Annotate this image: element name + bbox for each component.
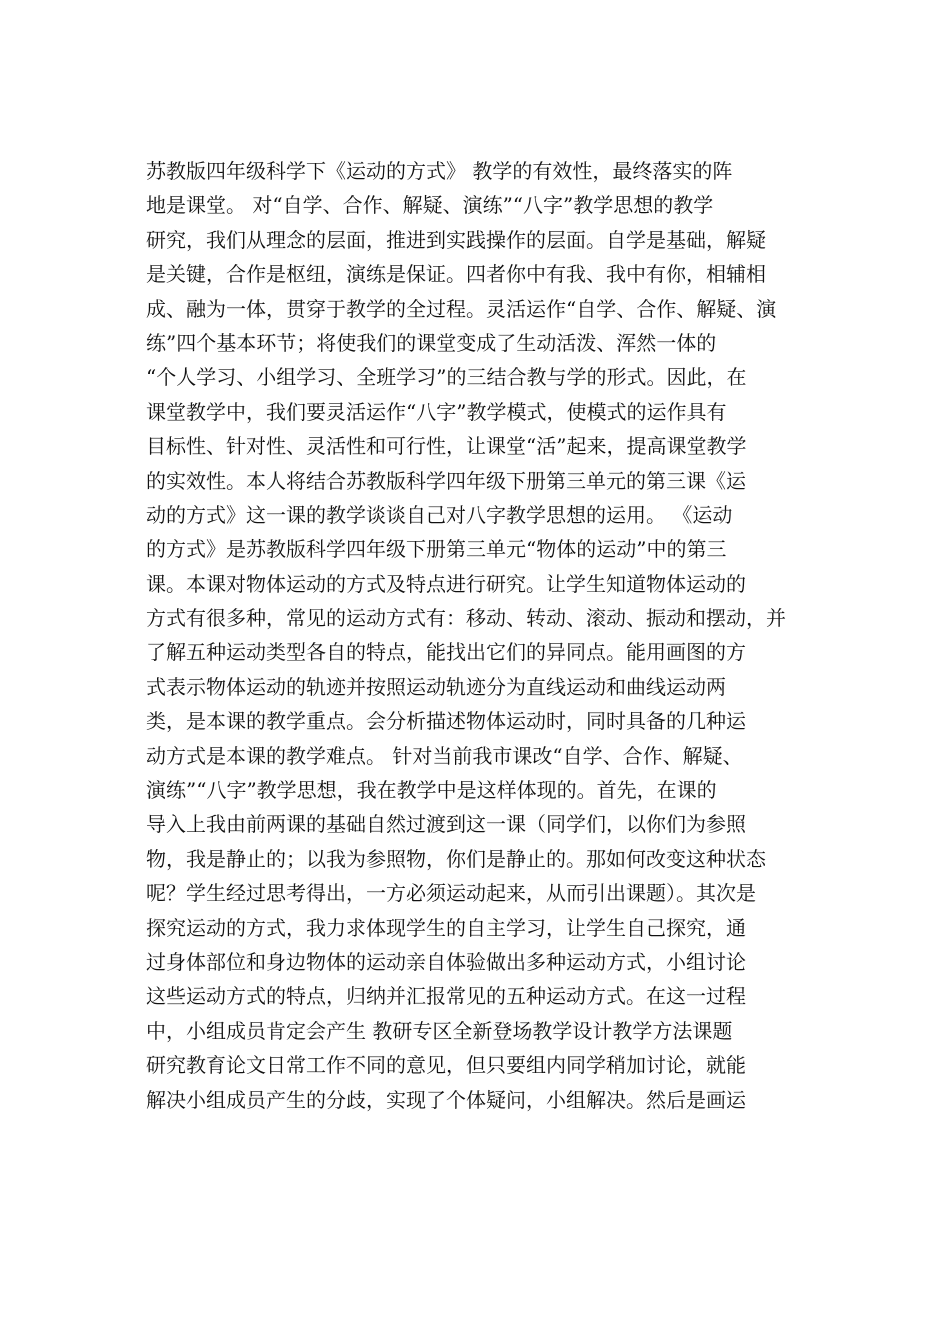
text-line: 的实效性。本人将结合苏教版科学四年级下册第三单元的第三课《运 — [146, 468, 746, 493]
text-line: “个人学习、小组学习、全班学习”的三结合教与学的形式。因此，在 — [146, 365, 747, 390]
text-line: 的方式》是苏教版科学四年级下册第三单元“物体的运动”中的第三 — [146, 537, 727, 562]
text-line: 了解五种运动类型各自的特点，能找出它们的异同点。能用画图的方 — [146, 640, 746, 665]
text-line: 研究，我们从理念的层面，推进到实践操作的层面。自学是基础，解疑 — [146, 227, 766, 252]
text-line: 目标性、针对性、灵活性和可行性，让课堂“活”起来，提高课堂教学 — [146, 434, 747, 459]
text-line: 课。本课对物体运动的方式及特点进行研究。让学生知道物体运动的 — [146, 571, 746, 596]
text-line: 研究教育论文日常工作不同的意见，但只要组内同学稍加讨论，就能 — [146, 1053, 746, 1078]
text-line: 探究运动的方式，我力求体现学生的自主学习，让学生自己探究，通 — [146, 915, 746, 940]
text-line: 方式有很多种，常见的运动方式有：移动、转动、滚动、振动和摆动，并 — [146, 606, 786, 631]
text-line: 练”四个基本环节；将使我们的课堂变成了生动活泼、浑然一体的 — [146, 330, 717, 355]
text-line: 呢？学生经过思考得出，一方必须运动起来，从而引出课题）。其次是 — [146, 881, 756, 906]
text-line: 动的方式》这一课的教学谈谈自己对八字教学思想的运用。 《运动 — [146, 502, 733, 527]
body-paragraph — [146, 154, 810, 1117]
text-line: 式表示物体运动的轨迹并按照运动轨迹分为直线运动和曲线运动两 — [146, 674, 726, 699]
text-line: 类，是本课的教学重点。会分析描述物体运动时，同时具备的几种运 — [146, 709, 746, 734]
text-line: 解决小组成员产生的分歧，实现了个体疑问，小组解决。然后是画运 — [146, 1087, 746, 1112]
text-line: 地是课堂。 对“自学、合作、解疑、演练”“八字”教学思想的教学 — [146, 193, 714, 218]
text-line: 中，小组成员肯定会产生 教研专区全新登场教学设计教学方法课题 — [146, 1018, 733, 1043]
text-line: 物，我是静止的；以我为参照物，你们是静止的。那如何改变这种状态 — [146, 846, 766, 871]
text-line: 是关键，合作是枢纽，演练是保证。四者你中有我、我中有你，相辅相 — [146, 262, 766, 287]
text-line: 这些运动方式的特点，归纳并汇报常见的五种运动方式。在这一过程 — [146, 984, 746, 1009]
text-line: 过身体部位和身边物体的运动亲自体验做出多种运动方式，小组讨论 — [146, 949, 746, 974]
text-line: 导入上我由前两课的基础自然过渡到这一课（同学们，以你们为参照 — [146, 812, 746, 837]
text-line: 苏教版四年级科学下《运动的方式》 教学的有效性，最终落实的阵 — [146, 159, 733, 183]
text-line: 课堂教学中，我们要灵活运作“八字”教学模式，使模式的运作具有 — [146, 399, 727, 424]
text-line: 演练”“八字”教学思想，我在教学中是这样体现的。首先，在课的 — [146, 778, 717, 803]
text-line: 成、融为一体，贯穿于教学的全过程。灵活运作“自学、合作、解疑、演 — [146, 296, 777, 321]
text-line: 动方式是本课的教学难点。 针对当前我市课改“自学、合作、解疑、 — [146, 743, 743, 768]
